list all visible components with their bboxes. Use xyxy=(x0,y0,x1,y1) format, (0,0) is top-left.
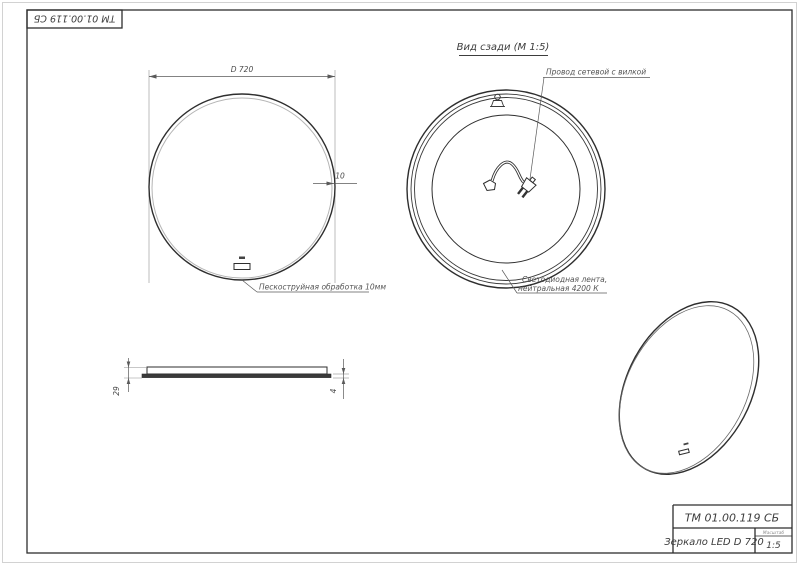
rear-rim-circle xyxy=(411,94,601,284)
iso-sensor-dot xyxy=(683,442,688,445)
cord-connector xyxy=(484,180,496,191)
side-view xyxy=(112,358,349,399)
page-edge xyxy=(3,3,797,563)
cord-cable-outer xyxy=(492,162,524,182)
rear-view xyxy=(407,42,650,293)
side-depth-label: 29 xyxy=(112,386,121,396)
side-depth-arrow-bottom xyxy=(127,378,131,384)
power-cord xyxy=(484,162,539,199)
front-view xyxy=(149,65,386,292)
side-edge-arrow-top xyxy=(342,368,346,374)
top-stamp-code: ТМ 01.00.119 СБ xyxy=(33,12,116,24)
front-dim-diameter-label: D 720 xyxy=(230,65,254,74)
rear-view-title: Вид сзади (М 1:5) xyxy=(456,42,550,53)
title-block-scale-label: Масштаб xyxy=(762,531,785,536)
plug-prong-left xyxy=(517,187,524,195)
title-block xyxy=(664,505,792,553)
title-block-product-title: Зеркало LED D 720 xyxy=(664,537,764,548)
led-note-line1: Светодиодная лента, xyxy=(522,275,608,284)
plug-prong-right xyxy=(521,190,528,198)
title-block-scale-value: 1:5 xyxy=(766,541,781,551)
cord-plug xyxy=(515,175,538,200)
side-glass-profile xyxy=(147,367,327,374)
led-note-line2: нейтральная 4200 К xyxy=(518,284,599,293)
front-band-dim-label: 10 xyxy=(335,171,345,181)
rear-outer-circle xyxy=(407,90,608,288)
front-dim-arrow-left xyxy=(149,74,157,78)
front-dim-arrow-right xyxy=(328,74,336,78)
led-leader xyxy=(502,270,517,293)
front-sandblast-band xyxy=(152,98,332,278)
side-edge-arrow-bottom xyxy=(342,378,346,384)
title-block-doc-number: ТМ 01.00.119 СБ xyxy=(684,511,780,525)
top-stamp xyxy=(27,10,122,28)
side-edge-label: 4 xyxy=(329,388,338,394)
iso-mirror-outline xyxy=(591,278,787,499)
front-band-dim-arrow xyxy=(327,182,335,186)
front-sandblast-leader xyxy=(242,280,257,292)
cord-note: Провод сетевой с вилкой xyxy=(546,67,647,77)
front-sensor-button xyxy=(234,264,250,270)
cord-leader xyxy=(530,78,544,180)
isometric-view xyxy=(591,278,787,499)
side-depth-arrow-top xyxy=(127,362,131,368)
iso-mirror-rim xyxy=(592,283,781,497)
bracket-hole-icon xyxy=(495,94,501,100)
rear-led-ring-circle xyxy=(415,98,598,281)
front-sensor-dot xyxy=(239,257,245,260)
front-sandblast-note: Пескоструйная обработка 10мм xyxy=(259,282,386,292)
rear-back-panel-circle xyxy=(432,115,580,263)
front-mirror-outline xyxy=(149,94,335,280)
side-backing-strip xyxy=(142,374,331,378)
bracket-body-icon xyxy=(491,101,503,107)
hanging-bracket xyxy=(490,94,505,106)
iso-sensor-button xyxy=(679,449,690,455)
